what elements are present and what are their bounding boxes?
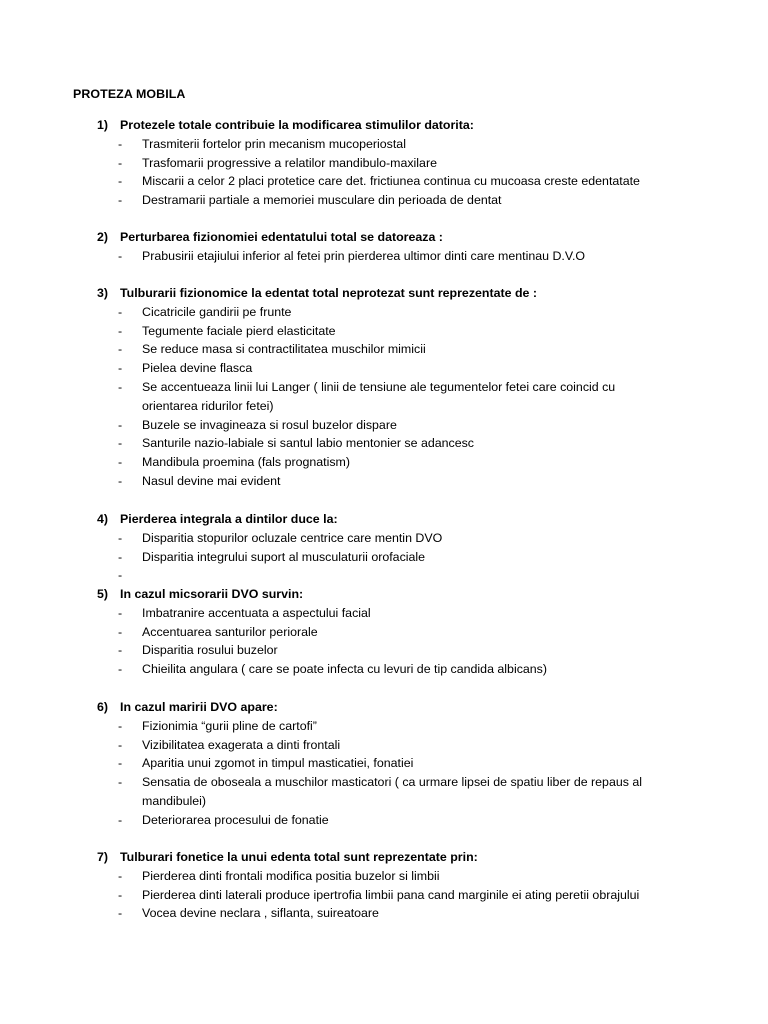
list-item (0, 811, 768, 830)
dash-bullet: - (118, 155, 123, 170)
section-number: 6) (97, 700, 109, 714)
dash-bullet: - (118, 530, 123, 545)
list-item-text: Tegumente faciale pierd elasticitate (142, 323, 336, 338)
section-3 (0, 284, 768, 491)
list-item-text: Fizionimia “gurii pline de cartofi” (142, 718, 317, 733)
dash-bullet: - (118, 379, 123, 394)
dash-bullet: - (118, 718, 123, 733)
section-heading-text: Protezele totale contribuie la modificarea stimulilor datorita: (120, 118, 474, 132)
dash-bullet: - (118, 193, 123, 208)
list-item (0, 641, 768, 660)
list-item (0, 172, 768, 191)
dash-bullet: - (118, 342, 123, 357)
section-6 (0, 698, 768, 830)
list-item (0, 340, 768, 359)
section-heading-text: Pierderea integrala a dintilor duce la: (120, 512, 338, 526)
list-item-text: Aparitia unui zgomot in timpul masticatiei, fonatiei (142, 756, 414, 771)
list-item-text: Disparitia stopurilor ocluzale centrice care mentin DVO (142, 530, 443, 545)
dash-bullet: - (118, 323, 123, 338)
section-heading-text: Perturbarea fizionomiei edentatului total se datoreaza : (120, 230, 443, 244)
list-item-text: Se accentueaza linii lui Langer ( linii de tensiune ale tegumentelor fetei care coincid cu orientarea ridurilor fetei) (142, 379, 616, 413)
list-item-text: Trasmiterii fortelor prin mecanism mucoperiostal (142, 136, 406, 151)
list-item (0, 886, 768, 905)
list-item-text: Disparitia integrului suport al musculaturii orofaciale (142, 549, 426, 564)
list-item (0, 548, 768, 567)
section-heading (0, 698, 768, 717)
dash-bullet: - (118, 812, 123, 827)
dash-bullet: - (118, 624, 123, 639)
dash-bullet: - (118, 436, 123, 451)
list-item-text: Santurile nazio-labiale si santul labio mentonier se adancesc (142, 436, 474, 451)
list-item (0, 660, 768, 679)
list-item-text: Mandibula proemina (fals prognatism) (142, 455, 350, 470)
list-item (0, 135, 768, 154)
section-4 (0, 510, 768, 585)
section-heading (0, 284, 768, 303)
section-heading-text: Tulburarii fizionomice la edentat total neprotezat sunt reprezentate de : (120, 286, 537, 300)
section-heading-text: In cazul micsorarii DVO survin: (120, 587, 304, 601)
list-item (0, 416, 768, 435)
section-7 (0, 848, 768, 923)
dash-bullet: - (118, 662, 123, 677)
section-number: 2) (97, 230, 109, 244)
dash-bullet: - (118, 417, 123, 432)
dash-bullet: - (118, 568, 123, 583)
section-heading-text: In cazul maririi DVO apare: (120, 700, 278, 714)
list-item (0, 623, 768, 642)
list-item-text: Imbatranire accentuata a aspectului facial (142, 605, 371, 620)
dash-bullet: - (118, 756, 123, 771)
section-number: 5) (97, 587, 109, 601)
list-item-text: Vocea devine neclara , siflanta, suireatoare (142, 906, 379, 921)
dash-bullet: - (118, 737, 123, 752)
list-item-text: Prabusirii etajiului inferior al fetei prin pierderea ultimor dinti care mentinau D.V.O (142, 248, 586, 263)
list-item-text: Buzele se invagineaza si rosul buzelor dispare (142, 417, 397, 432)
list-item (0, 529, 768, 548)
list-item-text: Nasul devine mai evident (142, 473, 281, 488)
list-item (0, 434, 768, 453)
dash-bullet: - (118, 549, 123, 564)
dash-bullet: - (118, 361, 123, 376)
dash-bullet: - (118, 455, 123, 470)
list-item (0, 736, 768, 755)
list-item (0, 154, 768, 173)
list-item (0, 472, 768, 491)
list-item-text: Vizibilitatea exagerata a dinti frontali (142, 737, 341, 752)
list-item-text: Se reduce masa si contractilitatea muschilor mimicii (142, 342, 426, 357)
section-heading (0, 848, 768, 867)
dash-bullet: - (118, 473, 123, 488)
list-item-text: Cicatricile gandirii pe frunte (142, 304, 292, 319)
list-item (0, 359, 768, 378)
list-item (0, 904, 768, 923)
dash-bullet: - (118, 887, 123, 902)
dash-bullet: - (118, 304, 123, 319)
list-item (0, 717, 768, 736)
dash-bullet: - (118, 605, 123, 620)
section-number: 3) (97, 286, 109, 300)
dash-bullet: - (118, 248, 123, 263)
section-heading-text: Tulburari fonetice la unui edenta total sunt reprezentate prin: (120, 850, 478, 864)
section-2 (0, 228, 768, 266)
list-item-text: Sensatia de oboseala a muschilor masticatori ( ca urmare lipsei de spatiu liber de repaus al mandibulei) (142, 775, 643, 808)
list-item (0, 867, 768, 886)
document-title: PROTEZA MOBILA (73, 87, 186, 101)
section-heading (0, 510, 768, 529)
section-1 (0, 116, 768, 210)
list-item-text: Pierderea dinti laterali produce ipertrofia limbii pana cand marginile ei ating peretii obrajului (142, 887, 640, 902)
dash-bullet: - (118, 136, 123, 151)
dash-bullet: - (118, 643, 123, 658)
list-item-text: Disparitia rosului buzelor (142, 643, 278, 658)
list-item-text: Chieilita angulara ( care se poate infecta cu levuri de tip candida albicans) (142, 662, 547, 677)
section-heading (0, 116, 768, 135)
list-item-empty (0, 566, 768, 585)
list-item (0, 453, 768, 472)
list-item-text: Pielea devine flasca (142, 361, 253, 376)
list-item-text: Deteriorarea procesului de fonatie (142, 812, 329, 827)
dash-bullet: - (118, 868, 123, 883)
list-item (0, 378, 768, 416)
dash-bullet: - (118, 174, 123, 189)
section-number: 7) (97, 850, 109, 864)
section-5 (0, 585, 768, 679)
list-item-text: Destramarii partiale a memoriei musculare din perioada de dentat (142, 193, 502, 208)
list-item (0, 604, 768, 623)
dash-bullet: - (118, 775, 123, 790)
section-heading (0, 228, 768, 247)
list-item (0, 754, 768, 773)
list-item-text: Trasfomarii progressive a relatilor mandibulo-maxilare (142, 155, 437, 170)
list-item (0, 303, 768, 322)
list-item (0, 773, 768, 811)
list-item (0, 247, 768, 266)
list-item (0, 322, 768, 341)
list-item-text: Miscarii a celor 2 placi protetice care det. frictiunea continua cu mucoasa creste edentatate (142, 174, 640, 189)
section-heading (0, 585, 768, 604)
list-item (0, 191, 768, 210)
list-item-text: Accentuarea santurilor periorale (142, 624, 318, 639)
list-item-text: Pierderea dinti frontali modifica positia buzelor si limbii (142, 868, 440, 883)
section-number: 4) (97, 512, 109, 526)
dash-bullet: - (118, 906, 123, 921)
section-number: 1) (97, 118, 109, 132)
